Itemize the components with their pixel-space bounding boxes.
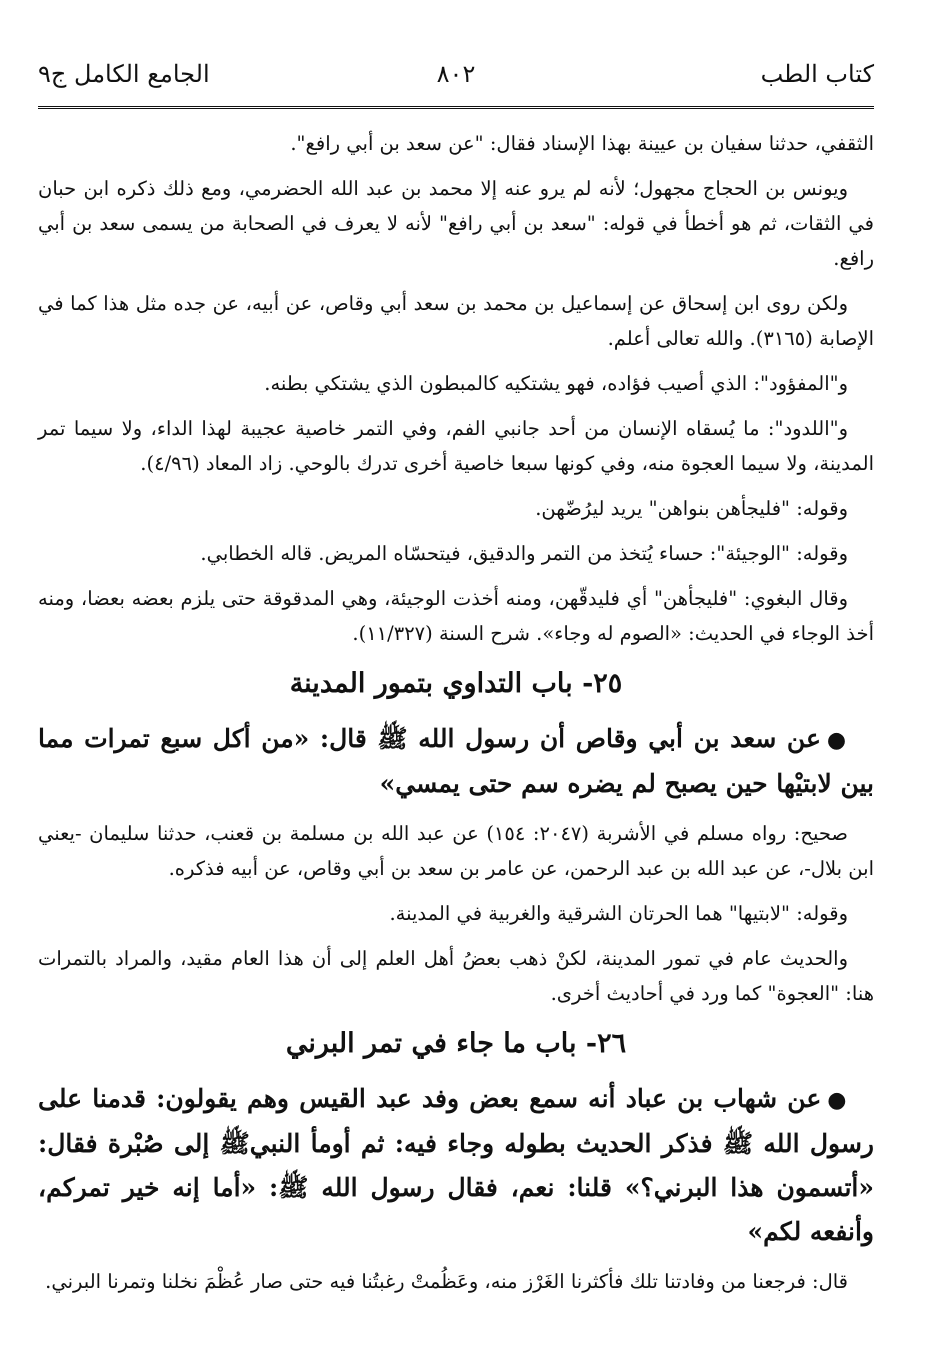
paragraph: ويونس بن الحجاج مجهول؛ لأنه لم يرو عنه إلا محمد بن عبد الله الحضرمي، ومع ذلك ذكره ابن حبان في الثقات، ثم هو أخطأ في قوله: "سعد بن أبي رافع" لأنه لا يعرف في الصحابة من يسمى سعد بن أبي رافع.: [38, 177, 874, 270]
book-page: [38, 40, 874, 1293]
section-heading-26: ٢٦- باب ما جاء في تمر البرني: [285, 1028, 627, 1059]
chapter-title: كتاب الطب: [760, 60, 874, 88]
header-rule: [38, 106, 874, 111]
paragraph: الثقفي، حدثنا سفيان بن عيينة بهذا الإسناد فقال: "عن سعد بن أبي رافع".: [290, 132, 874, 155]
paragraph: صحيح: رواه مسلم في الأشربة (٢٠٤٧: ١٥٤) عن عبد الله بن مسلمة بن قعنب، حدثنا سليمان -يعني ابن بلال-، عن عبد الله بن عبد الرحمن، عن عامر بن سعد بن أبي وقاص، عن أبيه فذكره.: [38, 822, 874, 880]
paragraph: و"المفؤود": الذي أصيب فؤاده، فهو يشتكيه كالمبطون الذي يشتكي بطنه.: [264, 372, 848, 395]
bullet-icon: ●: [826, 727, 848, 753]
paragraph: وقوله: "لابتيها" هما الحرتان الشرقية والغربية في المدينة.: [389, 902, 848, 925]
section-heading-25: ٢٥- باب التداوي بتمور المدينة: [289, 668, 623, 699]
hadith-body: عن سعد بن أبي وقاص أن رسول الله ﷺ قال: «من أكل سبع تمرات مما بين لابتيْها حين يصبح لم يضره سم حتى يمسي»: [38, 724, 874, 798]
bullet-icon: ●: [827, 1087, 848, 1113]
paragraph: ولكن روى ابن إسحاق عن إسماعيل بن محمد بن سعد أبي وقاص، عن أبيه، عن جده مثل هذا كما في الإصابة (٣١٦٥). والله تعالى أعلم.: [38, 292, 874, 350]
paragraph: وقال البغوي: "فليجأهن" أي فليدقّهن، ومنه أخذت الوجيئة، وهي المدقوقة حتى يلزم بعضه بعضا، ومنه أخذ الوجاء في الحديث: «الصوم له وجاء». شرح السنة (١١/٣٢٧).: [38, 587, 874, 645]
paragraph: وقوله: "فليجأهن بنواهن" يريد ليرُضّهن.: [535, 497, 848, 520]
running-header: [38, 40, 874, 96]
page-number: ٨٠٢: [436, 60, 476, 88]
hadith-text: [38, 1077, 874, 1254]
paragraph: وقوله: "الوجيئة": حساء يُتخذ من التمر والدقيق، فيتحسّاه المريض. قاله الخطابي.: [200, 542, 848, 565]
paragraph: والحديث عام في تمور المدينة، لكنْ ذهب بعضُ أهل العلم إلى أن هذا العام مقيد، والمراد بالتمرات هنا: "العجوة" كما ورد في أحاديث أخرى.: [38, 947, 874, 1005]
book-title: الجامع الكامل ج٩: [38, 60, 210, 88]
paragraph: قال: فرجعنا من وفادتنا تلك فأكثرنا الغَرْز منه، وعَظُمتْ رغبتُنا فيه حتى صار عُظْمَ نخلنا وتمرنا البرني.: [45, 1270, 848, 1293]
hadith-body: عن شهاب بن عباد أنه سمع بعض وفد عبد القيس وهم يقولون: قدمنا على رسول الله ﷺ فذكر الحديث بطوله وجاء فيه: ثم أومأ النبيﷺ إلى صُبْرة فقال: «أتسمون هذا البرني؟» قلنا: نعم، فقال رسول الله ﷺ: «أما إنه خير تمركم، وأنفعه لكم»: [38, 1084, 874, 1246]
hadith-text: [38, 717, 874, 806]
paragraph: و"اللدود": ما يُسقاه الإنسان من أحد جانبي الفم، وفي التمر خاصية عجيبة لهذا الداء، ولا سيما تمر المدينة، ولا سيما العجوة منه، وفي كونها سبعا خاصية أخرى تدرك بالوحي. زاد المعاد (٤/٩٦).: [38, 417, 874, 475]
page-body: [38, 126, 874, 1309]
